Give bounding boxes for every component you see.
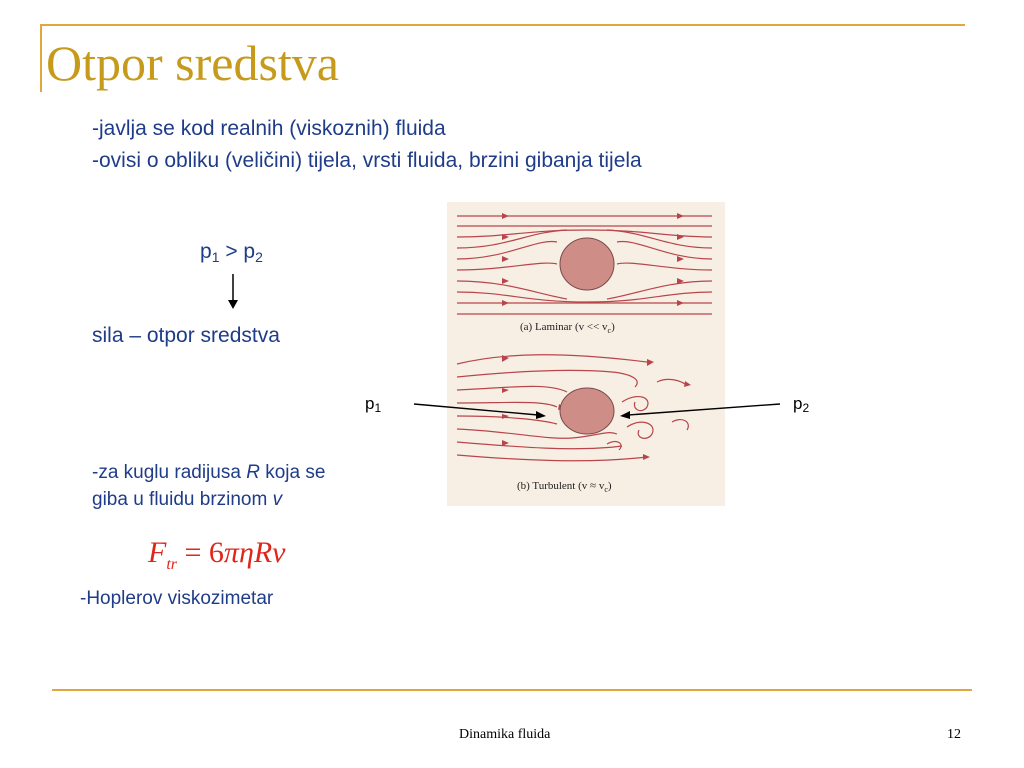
caption-laminar: (a) Laminar $(v << v_c)$ — [520, 321, 615, 335]
force-text: sila – otpor sredstva — [92, 324, 280, 347]
pressure-arrows — [400, 395, 790, 425]
slide-title: Otpor sredstva — [46, 35, 339, 91]
pressure-inequality: $p_1 > p_2$ — [200, 240, 263, 265]
p1-label: $p_1$ — [365, 394, 382, 415]
left-rule — [40, 24, 42, 92]
bullet-depends: -ovisi o obliku (veličini) tijela, vrsti fluida, brzini gibanja tijela — [92, 149, 642, 172]
p1-arrow — [414, 404, 538, 415]
down-arrow-icon — [225, 274, 241, 310]
stokes-formula: $F_{tr} = 6\pi\eta Rv$ — [148, 536, 286, 573]
p2-label: $p_2$ — [793, 394, 810, 415]
top-rule — [40, 24, 965, 26]
page-number: 12 — [947, 727, 961, 742]
caption-turbulent: (b) Turbulent $(v \approx v_c)$ — [517, 480, 612, 494]
bottom-rule — [52, 689, 972, 691]
sphere-text-line1: -za kuglu radijusa R koja se — [92, 462, 326, 483]
p2-arrow — [628, 404, 780, 415]
flow-figure — [447, 202, 725, 506]
sphere-text-line2: giba u fluidu brzinom v — [92, 489, 283, 510]
footer-title: Dinamika fluida — [459, 727, 551, 742]
bullet-viscous: -javlja se kod realnih (viskoznih) fluida — [92, 117, 446, 140]
hopler-text: -Hoplerov viskozimetar — [80, 588, 274, 609]
laminar-sphere — [560, 238, 614, 290]
